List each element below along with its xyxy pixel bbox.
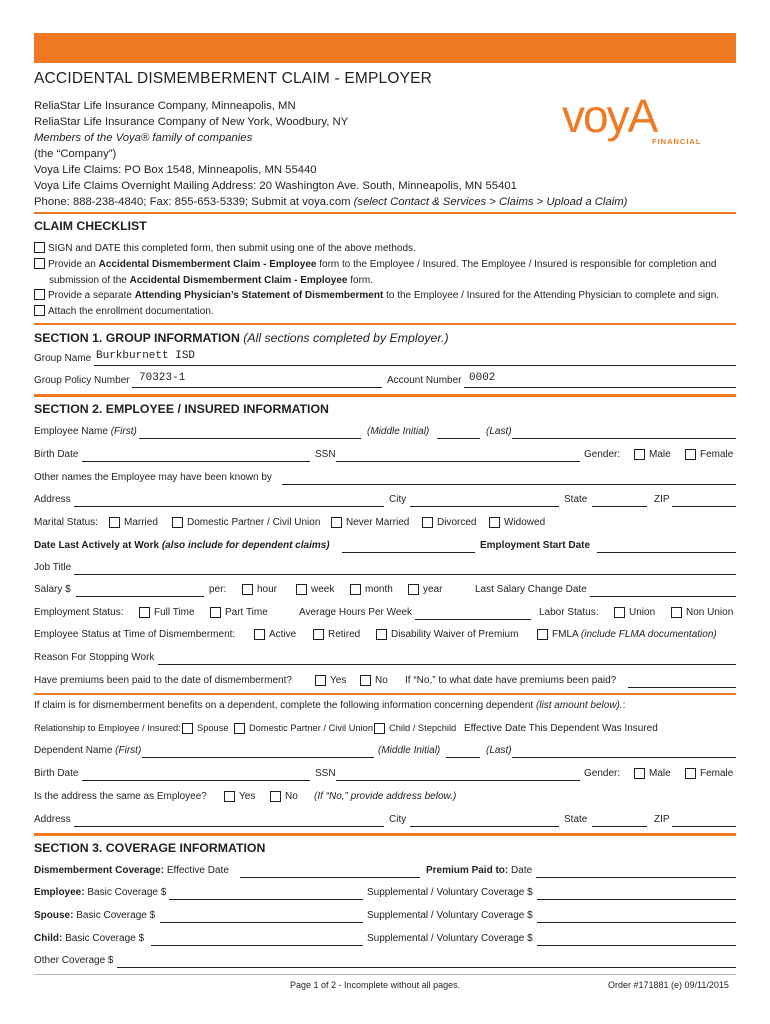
employee-supp-field[interactable]: [537, 899, 736, 900]
employment-status-label: Employment Status:: [34, 607, 124, 618]
dep-male-checkbox[interactable]: [634, 768, 645, 779]
dep-state-label: State: [564, 814, 588, 825]
dismemberment-coverage-label: Dismemberment Coverage: Effective Date: [34, 865, 229, 876]
field-line: [464, 387, 736, 388]
checklist-item-1: SIGN and DATE this completed form, then submit using one of the above methods.: [34, 241, 736, 257]
field-line: [132, 387, 382, 388]
voya-logo-mark: [560, 92, 720, 142]
status-at-label: Employee Status at Time of Dismemberment:: [34, 629, 236, 640]
per-label: per:: [209, 584, 227, 595]
dependent-first-field[interactable]: [142, 757, 374, 758]
active-label: Active: [269, 629, 297, 640]
spouse-label: Spouse: [197, 723, 229, 733]
full-time-label: Full Time: [154, 607, 195, 618]
employee-basic-label: Employee: Basic Coverage $: [34, 887, 167, 898]
union-checkbox[interactable]: [614, 607, 625, 618]
effective-dependent-label: Effective Date This Dependent Was Insured: [464, 723, 658, 734]
dep-city-label: City: [389, 814, 407, 825]
dep-zip-label: ZIP: [654, 814, 670, 825]
same-address-no-label: No: [285, 791, 298, 802]
dependent-intro-text: If claim is for dismemberment benefits on a dependent, complete the following information concerning dependent (list amount below).:: [34, 700, 626, 711]
male-checkbox[interactable]: [634, 449, 645, 460]
zip-field[interactable]: [672, 506, 736, 507]
relationship-row: [34, 723, 736, 739]
checkbox[interactable]: [34, 305, 45, 316]
other-names-row: [34, 472, 736, 488]
group-name-field[interactable]: Burkburnett ISD: [96, 350, 196, 362]
disability-waiver-checkbox[interactable]: [376, 629, 387, 640]
middle-initial-label: (Middle Initial): [367, 426, 430, 437]
checkbox[interactable]: [34, 242, 45, 253]
spouse-basic-label: Spouse: Basic Coverage $: [34, 910, 156, 921]
job-title-field[interactable]: [74, 574, 736, 575]
divorced-checkbox[interactable]: [422, 517, 433, 528]
job-title-row: [34, 562, 736, 578]
no-label: No: [375, 675, 388, 686]
same-address-row: [34, 791, 736, 807]
married-checkbox[interactable]: [109, 517, 120, 528]
checklist-item-4: Attach the enrollment documentation.: [34, 304, 736, 320]
dependent-intro: [34, 700, 736, 716]
fmla-checkbox[interactable]: [537, 629, 548, 640]
logo-subtitle: FINANCIAL: [652, 137, 702, 146]
month-checkbox[interactable]: [350, 584, 361, 595]
claims-address: Voya Life Claims: PO Box 1548, Minneapolis, MN 55440: [34, 164, 317, 176]
zip-label: ZIP: [654, 494, 670, 505]
policy-row: [34, 372, 736, 391]
fmla-label: FMLA (include FLMA documentation): [552, 629, 717, 640]
page-indicator: Page 1 of 2 - Incomplete without all pages.: [290, 980, 461, 990]
dep-last-label: (Last): [486, 745, 512, 756]
last-name-label: (Last): [486, 426, 512, 437]
form-title: ACCIDENTAL DISMEMBERMENT CLAIM - EMPLOYER: [34, 70, 433, 87]
dep-domestic-label: Domestic Partner / Civil Union: [249, 723, 373, 733]
company-line-2: ReliaStar Life Insurance Company of New York, Woodbury, NY: [34, 116, 349, 128]
child-label: Child / Stepchild: [389, 723, 457, 733]
checklist-item-3: Provide a separate Attending Physician’s Statement of Dismemberment to the Employee / Insured for the Attending Physician to complete and sign.: [34, 288, 736, 304]
section-1-title: SECTION 1. GROUP INFORMATION (All sections completed by Employer.): [34, 331, 449, 345]
section-divider: [34, 833, 736, 836]
dep-birth-ssn-row: [34, 768, 736, 784]
dep-male-label: Male: [649, 768, 671, 779]
dep-middle-label: (Middle Initial): [378, 745, 441, 756]
disability-waiver-label: Disability Waiver of Premium: [391, 629, 519, 640]
dep-state-field[interactable]: [592, 826, 647, 827]
dependent-name-label: Dependent Name (First): [34, 745, 142, 756]
female-checkbox[interactable]: [685, 449, 696, 460]
same-address-yes-checkbox[interactable]: [224, 791, 235, 802]
field-line: [94, 365, 736, 366]
dep-female-label: Female: [700, 768, 734, 779]
company-line-3: Members of the Voya® family of companies: [34, 132, 253, 144]
section-3-title: SECTION 3. COVERAGE INFORMATION: [34, 841, 266, 855]
group-name-row: [34, 350, 736, 369]
dependent-divider: [34, 693, 736, 695]
reason-field[interactable]: [158, 664, 736, 665]
spouse-basic-field[interactable]: [160, 922, 363, 923]
same-address-note: (If “No,” provide address below.): [314, 791, 457, 802]
checklist-title: CLAIM CHECKLIST: [34, 219, 147, 233]
salary-row: [34, 584, 736, 600]
spouse-checkbox[interactable]: [182, 723, 193, 734]
premiums-yes-checkbox[interactable]: [315, 675, 326, 686]
other-names-field[interactable]: [282, 484, 736, 485]
domestic-partner-checkbox[interactable]: [172, 517, 183, 528]
employee-supp-label: Supplemental / Voluntary Coverage $: [367, 887, 533, 898]
checklist-item-2: Provide an Accidental Dismemberment Claim - Employee form to the Employee / Insured. The Employee / Insured is responsible for completion and: [34, 257, 736, 273]
voya-logo: [560, 92, 720, 142]
widowed-label: Widowed: [504, 517, 546, 528]
dep-female-checkbox[interactable]: [685, 768, 696, 779]
union-label: Union: [629, 607, 656, 618]
dep-zip-field[interactable]: [672, 826, 736, 827]
contact-line: Phone: 888-238-4840; Fax: 855-653-5339; Submit at voya.com (select Contact & Services > Claims > Upload a Claim): [34, 196, 628, 208]
policy-number-field[interactable]: 70323-1: [139, 372, 186, 384]
child-supp-label: Supplemental / Voluntary Coverage $: [367, 933, 533, 944]
yes-label: Yes: [330, 675, 347, 686]
employment-start-field[interactable]: [597, 552, 736, 553]
male-label: Male: [649, 449, 671, 460]
dep-city-field[interactable]: [410, 826, 559, 827]
month-label: month: [365, 584, 393, 595]
widowed-checkbox[interactable]: [489, 517, 500, 528]
reason-label: Reason For Stopping Work: [34, 652, 155, 663]
gender-label: Gender:: [584, 449, 621, 460]
overnight-address: Voya Life Claims Overnight Mailing Address: 20 Washington Ave. South, Minneapolis, MN 55401: [34, 180, 517, 192]
birth-date-field[interactable]: [82, 461, 310, 462]
header-band: [34, 33, 736, 63]
child-basic-field[interactable]: [151, 945, 363, 946]
dep-address-field[interactable]: [74, 826, 384, 827]
last-work-date-field[interactable]: [342, 552, 475, 553]
non-union-checkbox[interactable]: [671, 607, 682, 618]
reason-row: [34, 652, 736, 668]
child-coverage-row: [34, 933, 736, 949]
dep-domestic-checkbox[interactable]: [234, 723, 245, 734]
year-checkbox[interactable]: [408, 584, 419, 595]
address-field[interactable]: [74, 506, 384, 507]
company-line-1: ReliaStar Life Insurance Company, Minneapolis, MN: [34, 100, 296, 112]
hour-label: hour: [257, 584, 278, 595]
dep-address-row: [34, 814, 736, 830]
company-line-4: (the “Company”): [34, 148, 117, 160]
never-married-checkbox[interactable]: [331, 517, 342, 528]
dep-address-label: Address: [34, 814, 71, 825]
header-divider: [34, 212, 736, 214]
employment-start-label: Employment Start Date: [480, 540, 591, 551]
state-field[interactable]: [592, 506, 647, 507]
city-label: City: [389, 494, 407, 505]
child-supp-field[interactable]: [537, 945, 736, 946]
same-address-label: Is the address the same as Employee?: [34, 791, 207, 802]
checklist-item-2-cont: submission of the Accidental Dismemberment Claim - Employee form.: [49, 275, 374, 286]
part-time-label: Part Time: [225, 607, 268, 618]
employment-status-row: [34, 607, 736, 623]
premium-paid-field[interactable]: [536, 877, 736, 878]
child-basic-label: Child: Basic Coverage $: [34, 933, 145, 944]
city-field[interactable]: [410, 506, 559, 507]
state-label: State: [564, 494, 588, 505]
marital-row: [34, 517, 736, 533]
ssn-field[interactable]: [336, 461, 580, 462]
section-divider: [34, 394, 736, 397]
dependent-last-field[interactable]: [512, 757, 736, 758]
address-label: Address: [34, 494, 71, 505]
checkbox[interactable]: [34, 289, 45, 300]
relationship-label: Relationship to Employee / Insured:: [34, 723, 181, 733]
dep-birth-date-field[interactable]: [82, 780, 310, 781]
premiums-row: [34, 675, 736, 691]
spouse-supp-label: Supplemental / Voluntary Coverage $: [367, 910, 533, 921]
premiums-no-checkbox[interactable]: [360, 675, 371, 686]
address-row: [34, 494, 736, 510]
retired-label: Retired: [328, 629, 361, 640]
hour-checkbox[interactable]: [242, 584, 253, 595]
non-union-label: Non Union: [686, 607, 734, 618]
policy-number-label: Group Policy Number: [34, 375, 130, 386]
premiums-label: Have premiums been paid to the date of dismemberment?: [34, 675, 292, 686]
dismemberment-coverage-row: [34, 865, 736, 881]
other-coverage-row: [34, 955, 736, 971]
job-title-label: Job Title: [34, 562, 72, 573]
premiums-date-label: If “No,” to what date have premiums been paid?: [405, 675, 617, 686]
account-number-field[interactable]: 0002: [469, 372, 496, 384]
employee-basic-field[interactable]: [169, 899, 363, 900]
week-checkbox[interactable]: [296, 584, 307, 595]
retired-checkbox[interactable]: [313, 629, 324, 640]
domestic-partner-label: Domestic Partner / Civil Union: [187, 517, 321, 528]
dep-ssn-label: SSN: [315, 768, 336, 779]
female-label: Female: [700, 449, 734, 460]
ssn-label: SSN: [315, 449, 336, 460]
dependent-name-row: [34, 745, 736, 761]
avg-hours-field[interactable]: [415, 619, 531, 620]
last-name-field[interactable]: [512, 438, 736, 439]
last-work-row: [34, 540, 736, 556]
section-2-title: SECTION 2. EMPLOYEE / INSURED INFORMATION: [34, 402, 329, 416]
divorced-label: Divorced: [437, 517, 477, 528]
first-name-field[interactable]: [139, 438, 361, 439]
dep-gender-label: Gender:: [584, 768, 621, 779]
salary-label: Salary $: [34, 584, 71, 595]
middle-initial-field[interactable]: [437, 438, 480, 439]
same-address-yes-label: Yes: [239, 791, 256, 802]
never-married-label: Never Married: [346, 517, 410, 528]
checkbox[interactable]: [34, 258, 45, 269]
last-salary-change-label: Last Salary Change Date: [475, 584, 587, 595]
dependent-middle-field[interactable]: [446, 757, 480, 758]
spouse-coverage-row: [34, 910, 736, 926]
child-checkbox[interactable]: [374, 723, 385, 734]
married-label: Married: [124, 517, 158, 528]
logo-wordmark: voyA: [562, 92, 657, 142]
birth-date-label: Birth Date: [34, 449, 79, 460]
avg-hours-label: Average Hours Per Week: [299, 607, 413, 618]
spouse-supp-field[interactable]: [537, 922, 736, 923]
other-coverage-field[interactable]: [117, 967, 736, 968]
section-divider: [34, 323, 736, 325]
dep-birth-date-label: Birth Date: [34, 768, 79, 779]
footer-divider: [34, 974, 736, 975]
other-names-label: Other names the Employee may have been known by: [34, 472, 272, 483]
full-time-checkbox[interactable]: [139, 607, 150, 618]
birth-ssn-row: [34, 449, 736, 465]
premium-paid-label: Premium Paid to: Date: [426, 865, 533, 876]
other-coverage-label: Other Coverage $: [34, 955, 114, 966]
week-label: week: [311, 584, 335, 595]
account-number-label: Account Number: [387, 375, 462, 386]
dep-ssn-field[interactable]: [336, 780, 580, 781]
active-checkbox[interactable]: [254, 629, 265, 640]
employee-name-row: [34, 426, 736, 442]
marital-status-label: Marital Status:: [34, 517, 98, 528]
last-work-label: Date Last Actively at Work (also include for dependent claims): [34, 540, 330, 551]
salary-field[interactable]: [76, 596, 204, 597]
year-label: year: [423, 584, 443, 595]
labor-status-label: Labor Status:: [539, 607, 599, 618]
same-address-no-checkbox[interactable]: [270, 791, 281, 802]
part-time-checkbox[interactable]: [210, 607, 221, 618]
group-name-label: Group Name: [34, 353, 92, 364]
status-at-dismemberment-row: [34, 629, 736, 645]
coverage-effective-field[interactable]: [240, 877, 420, 878]
premiums-date-field[interactable]: [628, 687, 736, 688]
order-number: Order #171881 (e) 09/11/2015: [608, 980, 729, 990]
employee-coverage-row: [34, 887, 736, 903]
last-salary-change-field[interactable]: [590, 596, 736, 597]
employee-name-label: Employee Name (First): [34, 426, 137, 437]
